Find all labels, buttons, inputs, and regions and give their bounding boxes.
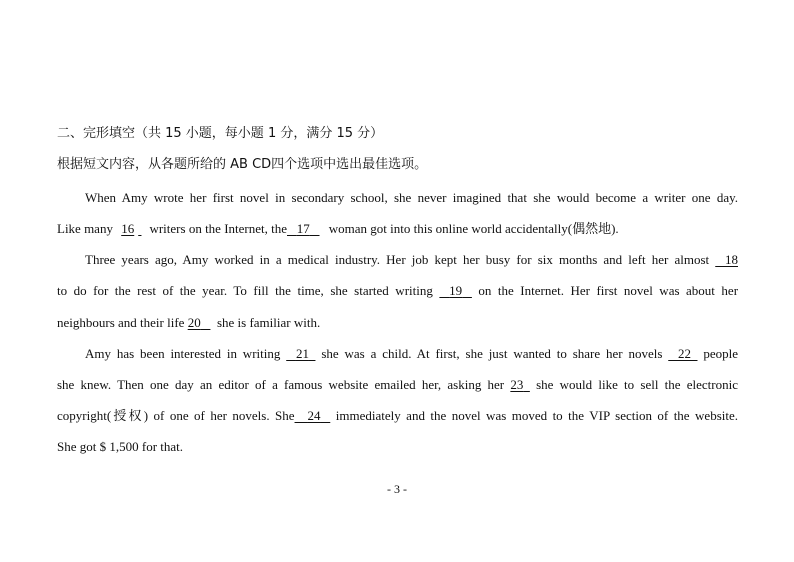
- passage-line-2: [57, 221, 738, 237]
- passage-text: writers on the Internet, the: [149, 221, 288, 236]
- blank-23-number: 23: [510, 377, 524, 392]
- passage-text: copyright(授权) of one of her novels. She: [57, 408, 295, 423]
- passage-text: When Amy wrote her first novel in secondary school, she never imagined that she would become a writer one day.: [85, 190, 738, 205]
- passage-text: Like many: [57, 221, 113, 236]
- passage-text: she was a child. At first, she just wanted to share her novels: [321, 346, 663, 361]
- passage-text: she would like to sell the electronic: [536, 377, 738, 392]
- blank-20: [188, 315, 211, 331]
- blank-16-underline: [138, 221, 146, 237]
- passage-line-1: [85, 190, 738, 206]
- passage-line-4: [57, 283, 738, 299]
- passage-text: she is familiar with.: [216, 315, 321, 330]
- blank-17: [287, 221, 320, 237]
- passage-text: Amy has been interested in writing: [85, 346, 281, 361]
- passage-text: to do for the rest of the year. To fill the time, she started writing: [57, 283, 433, 298]
- blank-24: [295, 408, 331, 424]
- passage-line-9: [57, 439, 738, 455]
- passage-text: people: [703, 346, 739, 361]
- passage-text: woman got into this online world accidentally(偶然地).: [328, 221, 619, 236]
- passage-line-8: [57, 408, 738, 424]
- passage-line-3: [85, 252, 738, 268]
- blank-20-number: 20: [187, 315, 201, 330]
- passage-text: neighbours and their life: [57, 315, 185, 330]
- passage-line-5: [57, 315, 738, 331]
- passage-text: on the Internet. Her first novel was about her: [478, 283, 739, 298]
- passage-line-6: [85, 346, 738, 362]
- passage-text: immediately and the novel was moved to the VIP section of the website.: [335, 408, 738, 423]
- blank-21-number: 21: [295, 346, 309, 361]
- blank-24-number: 24: [307, 408, 321, 423]
- blank-22-number: 22: [678, 346, 691, 361]
- passage-line-7: [57, 377, 738, 393]
- passage-text: Three years ago, Amy worked in a medical industry. Her job kept her busy for six months and left her almost: [85, 252, 710, 267]
- blank-22: [668, 346, 697, 362]
- section-heading: 二、完形填空（共 15 小题，每小题 1 分，满分 15 分）: [57, 126, 384, 141]
- blank-17-number: 17: [296, 221, 310, 236]
- section-instruction: 根据短文内容，从各题所给的 AB CD四个选项中选出最佳选项。: [57, 157, 428, 172]
- blank-16: 16: [121, 221, 135, 236]
- blank-23: [510, 377, 530, 393]
- blank-19: [439, 283, 472, 299]
- blank-21: [286, 346, 315, 362]
- blank-18-number: 18: [725, 252, 738, 267]
- page-number: - 3 -: [387, 482, 407, 496]
- blank-18: [715, 252, 738, 268]
- passage-text: she knew. Then one day an editor of a famous website emailed her, asking her: [57, 377, 505, 392]
- passage-text: She got $ 1,500 for that.: [57, 439, 184, 454]
- blank-19-number: 19: [449, 283, 463, 298]
